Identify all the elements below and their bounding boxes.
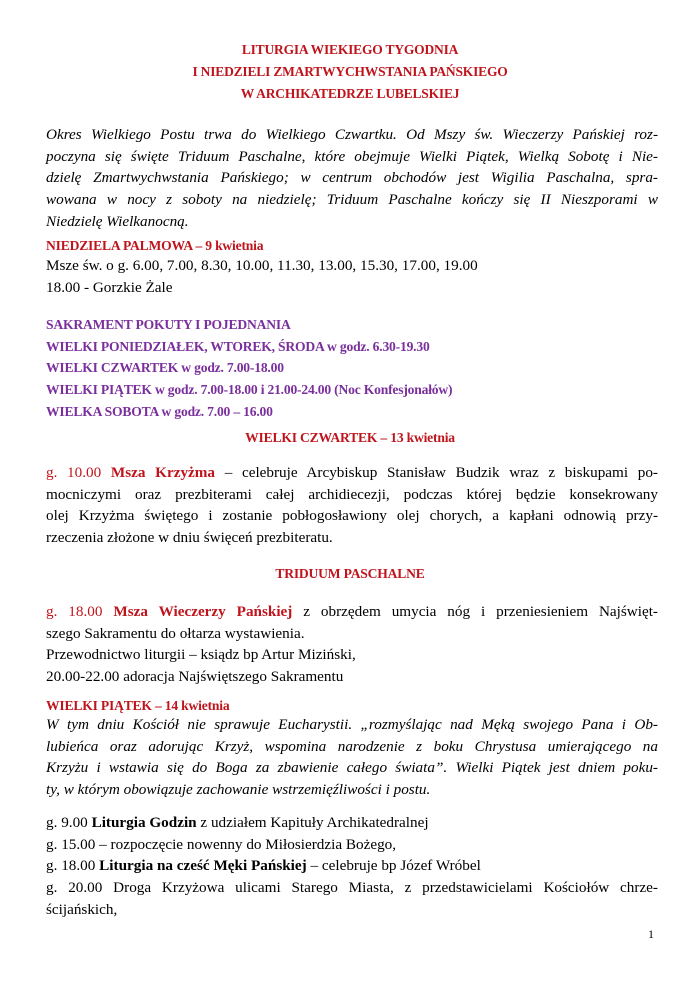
- palm-sunday-gorzkie-zale: 18.00 - Gorzkie Żale: [46, 278, 173, 296]
- good-friday-intro-line: W tym dniu Kościół nie sprawuje Eucharystii. „rozmyślając nad Męką swojego Pana i Ob-: [46, 716, 658, 733]
- good-friday-intro-line: ty, w którym obowiązuje zachowanie wstrzemięźliwości i postu.: [46, 781, 431, 799]
- holy-thursday-heading: WIELKI CZWARTEK – 13 kwietnia: [245, 430, 455, 445]
- triduum-line: szego Sakramentu do ołtarza wystawienia.: [46, 624, 305, 642]
- last-supper-mass-title: Msza Wieczerzy Pańskiej: [113, 603, 293, 620]
- holy-thursday-line1-rest: – celebruje Arcybiskup Stanisław Budzik wraz z biskupami po-: [215, 464, 658, 481]
- intro-line: Okres Wielkiego Postu trwa do Wielkiego Czwartku. Od Mszy św. Wieczerzy Pańskiej roz-: [46, 126, 658, 143]
- schedule-item: g. 15.00 – rozpoczęcie nowenny do Miłosierdzia Bożego,: [46, 835, 397, 853]
- intro-line: Niedzielę Wielkanocną.: [46, 212, 189, 230]
- holy-thursday-line: mocniczymi oraz prezbiterami całej archidiecezji, podczas której będzie konsekrowany: [46, 485, 658, 503]
- holy-thursday-line: olej Krzyżma świętego i zostanie pobłogosławiony olej chorych, a kapłani odnowią przy-: [46, 507, 658, 525]
- title-line-2: I NIEDZIELI ZMARTWYCHWSTANIA PAŃSKIEGO: [192, 64, 508, 79]
- liturgy-hours-title: Liturgia Godzin: [91, 814, 197, 831]
- confession-line: WIELKI PONIEDZIAŁEK, WTOREK, ŚRODA w godz. 6.30-19.30: [46, 338, 430, 354]
- good-friday-schedule: [46, 812, 658, 921]
- passion-liturgy-time: g. 18.00: [46, 857, 100, 875]
- title-line-1: LITURGIA WIEKIEGO TYGODNIA: [241, 42, 459, 57]
- intro-line: dzielę Zmartwychwstania Pańskiego; w centrum obchodów jest Wigilia Paschalna, spra-: [46, 169, 658, 187]
- liturgy-hours-time: g. 9.00: [46, 814, 92, 831]
- good-friday-intro-line: Krzyżu i wstawia się do Boga za zbawienie całego świata”. Wielki Piątek jest dniem poku-: [46, 759, 658, 777]
- confession-line: WIELKA SOBOTA w godz. 7.00 – 16.00: [46, 403, 273, 419]
- passion-liturgy-title: Liturgia na cześć Męki Pańskiej: [99, 857, 307, 875]
- schedule-item: [46, 855, 658, 877]
- schedule-item: [46, 812, 658, 834]
- triduum-adoration: 20.00-22.00 adoracja Najświętszego Sakramentu: [46, 668, 344, 686]
- confession-line: WIELKI CZWARTEK w godz. 7.00-18.00: [46, 360, 284, 376]
- holy-thursday-line: rzeczenia złożone w dniu święceń prezbiteratu.: [46, 529, 333, 547]
- good-friday-intro: [46, 714, 658, 801]
- holy-thursday-line: [46, 462, 658, 484]
- intro-line: poczyna się święte Triduum Paschalne, które obejmuje Wielki Piątek, Wielką Sobotę i Nie-: [46, 147, 658, 165]
- intro-line: wowana w nocy z soboty na niedzielę; Triduum Paschalne kończy się II Nieszporami w: [46, 191, 658, 209]
- schedule-item: ścijańskich,: [46, 900, 118, 918]
- good-friday-intro-line: lubieńca oraz adorując Krzyż, wspomina narodzenie z boku Chrystusa umierającego na: [46, 737, 658, 755]
- triduum-line1-rest: z obrzędem umycia nóg i przeniesieniem Najświęt-: [292, 603, 658, 620]
- palm-sunday-section: [46, 255, 658, 298]
- palm-sunday-heading: NIEDZIELA PALMOWA – 9 kwietnia: [46, 238, 264, 253]
- passion-liturgy-rest: – celebruje bp Józef Wróbel: [306, 857, 481, 875]
- holy-thursday-paragraph: [46, 462, 658, 549]
- confession-heading: SAKRAMENT POKUTY I POJEDNANIA: [46, 317, 291, 332]
- title-line-3: W ARCHIKATEDRZE LUBELSKIEJ: [240, 86, 460, 101]
- liturgy-hours-rest: z udziałem Kapituły Archikatedralnej: [196, 814, 429, 831]
- intro-paragraph: [46, 124, 658, 233]
- triduum-heading: TRIDUUM PASCHALNE: [275, 566, 425, 581]
- triduum-paragraph: [46, 601, 658, 688]
- schedule-item: g. 20.00 Droga Krzyżowa ulicami Starego Miasta, z przedstawicielami Kościołów chrze-: [46, 879, 658, 897]
- triduum-presider: Przewodnictwo liturgii – ksiądz bp Artur Miziński,: [46, 646, 356, 664]
- palm-sunday-masses: Msze św. o g. 6.00, 7.00, 8.30, 10.00, 11.30, 13.00, 15.30, 17.00, 19.00: [46, 257, 478, 274]
- chrism-mass-title: Msza Krzyżma: [110, 464, 216, 481]
- triduum-line: [46, 601, 658, 623]
- good-friday-heading: WIELKI PIĄTEK – 14 kwietnia: [46, 698, 230, 713]
- confession-section: [46, 314, 658, 423]
- page-number: 1: [648, 927, 654, 941]
- last-supper-mass-time: g. 18.00: [46, 603, 103, 620]
- chrism-mass-time: g. 10.00: [46, 464, 102, 481]
- confession-line: WIELKI PIĄTEK w godz. 7.00-18.00 i 21.00-24.00 (Noc Konfesjonałów): [46, 382, 453, 398]
